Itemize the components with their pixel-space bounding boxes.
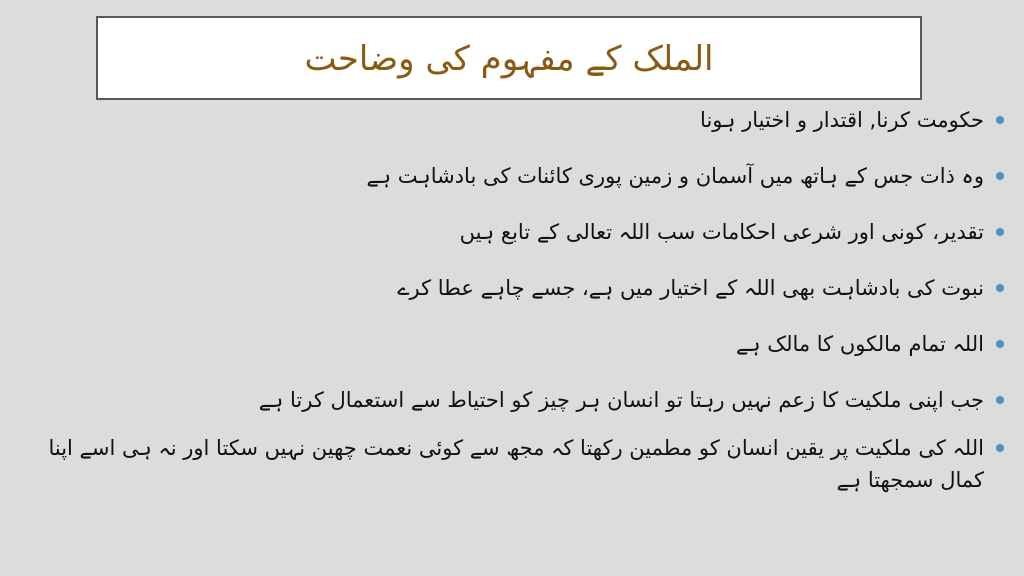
bullet-item [14,328,1004,360]
bullet-item [14,432,1004,496]
bullet-text: اللہ تمام مالکوں کا مالک ہے [735,332,984,356]
title-box [96,16,922,100]
bullet-item [14,160,1004,192]
bullet-list [14,104,1004,512]
bullet-text: وہ ذات جس کے ہاتھ میں آسمان و زمین پوری کائنات کی بادشاہت ہے [366,164,984,188]
bullet-dot-icon [996,396,1004,404]
bullet-item [14,384,1004,416]
bullet-item [14,104,1004,136]
bullet-item [14,272,1004,304]
bullet-text: تقدیر، کونی اور شرعی احکامات سب اللہ تعالی کے تابع ہیں [459,220,984,244]
slide-title: الملک کے مفہوم کی وضاحت [304,38,714,79]
bullet-dot-icon [996,116,1004,124]
bullet-dot-icon [996,284,1004,292]
bullet-text: اللہ کی ملکیت پر یقین انسان کو مطمین رکھتا کہ مجھ سے کوئی نعمت چھین نہیں سکتا اور نہ ہی اسے اپنا کمال سمجھتا ہے [48,436,984,492]
bullet-text: نبوت کی بادشاہت بھی اللہ کے اختیار میں ہے، جسے چاہے عطا کرے [397,276,984,300]
bullet-dot-icon [996,444,1004,452]
bullet-text: حکومت کرنا, اقتدار و اختیار ہونا [700,108,984,132]
bullet-item [14,216,1004,248]
bullet-dot-icon [996,228,1004,236]
bullet-dot-icon [996,172,1004,180]
bullet-text: جب اپنی ملکیت کا زعم نہیں رہتا تو انسان ہر چیز کو احتیاط سے استعمال کرتا ہے [258,388,984,412]
bullet-dot-icon [996,340,1004,348]
